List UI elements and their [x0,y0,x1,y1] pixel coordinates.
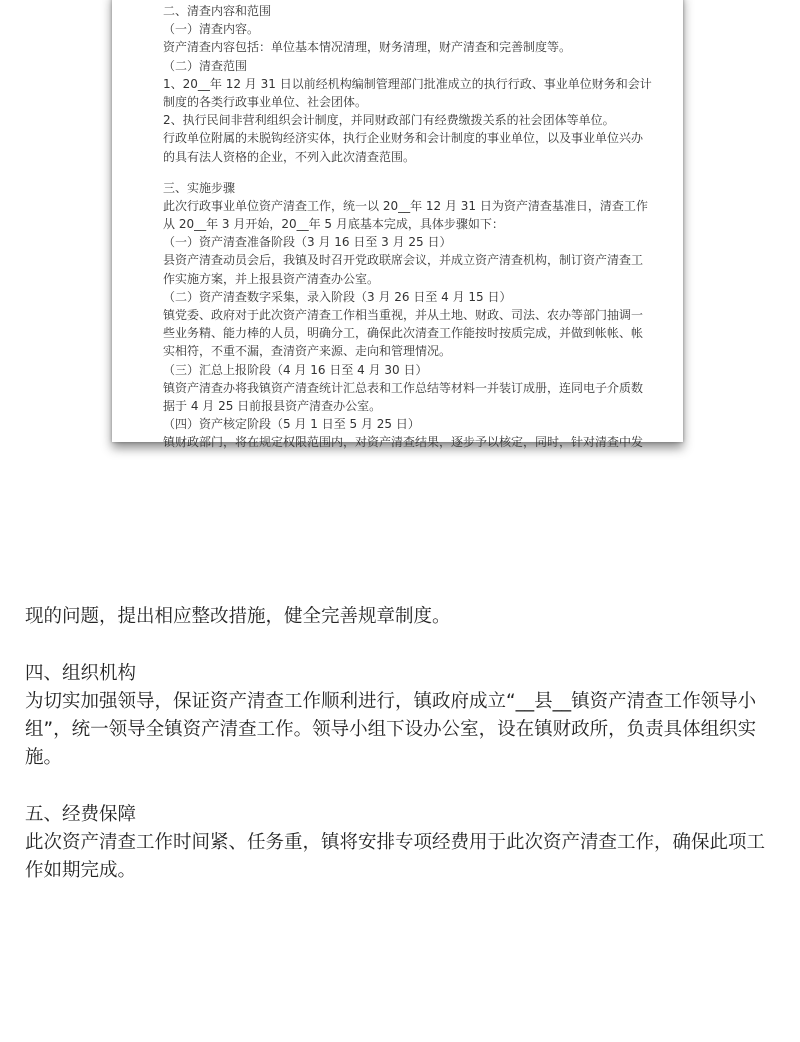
subheading: （一）资产清查准备阶段（3 月 16 日至 3 月 25 日） [163,235,452,250]
text-line: 的具有法人资格的企业，不列入此次清查范围。 [163,149,416,164]
heading-funding: 五、经费保障 [25,804,137,825]
text-line: 镇资产清查办将我镇资产清查统计汇总表和工作总结等材料一并装订成册，连同电子介质数 [163,380,644,395]
document-body-text [25,603,765,885]
subheading: （二）清查范围 [163,58,248,73]
text-line: 据于 4 月 25 日前报县资产清查办公室。 [163,398,382,413]
subheading: （四）资产核定阶段（5 月 1 日至 5 月 25 日） [163,417,420,432]
text-line: 1、20__年 12 月 31 日以前经机构编制管理部门批准成立的执行行政、事业单位财务和会计 [163,76,652,91]
text-line: 县资产清查动员会后，我镇及时召开党政联席会议，并成立资产清查机构，制订资产清查工 [163,253,644,268]
heading-organization: 四、组织机构 [25,663,137,684]
subheading: （三）汇总上报阶段（4 月 16 日至 4 月 30 日） [163,362,428,377]
text-line: 镇财政部门，将在规定权限范围内，对资产清查结果，逐步予以核定，同时，针对清查中发 [163,435,644,450]
text-line: 作实施方案，并上报县资产清查办公室。 [163,271,380,286]
text-line: 实相符，不重不漏，查清资产来源、走向和管理情况。 [163,344,452,359]
text-line: 施。 [25,747,63,768]
heading-steps: 三、实施步骤 [163,180,236,195]
subheading: （二）资产清查数字采集，录入阶段（3 月 26 日至 4 月 15 日） [163,289,512,304]
text-line: 现的问题，提出相应整改措施，健全完善规章制度。 [25,606,451,627]
blank-line [163,166,652,179]
subheading: （一）清查内容。 [163,22,260,37]
text-line: 2、执行民间非营利组织会计制度，并同财政部门有经费缴拨关系的社会团体等单位。 [163,113,615,128]
text-line: 此次行政事业单位资产清查工作，统一以 20__年 12 月 31 日为资产清查基准日，清查工作 [163,198,648,213]
text-line: 组”，统一领导全镇资产清查工作。领导小组下设办公室，设在镇财政所，负责具体组织实 [25,719,757,740]
blank-line [25,631,765,660]
document-page-preview [112,0,683,450]
text-line: 制度的各类行政事业单位、社会团体。 [163,94,368,109]
text-line: 作如期完成。 [25,860,137,881]
text-line: 镇党委、政府对于此次资产清查工作相当重视，并从土地、财政、司法、农办等部门抽调一 [163,308,644,322]
text-line: 资产清查内容包括：单位基本情况清理，财务清理，财产清查和完善制度等。 [163,40,572,55]
text-line: 些业务精、能力棒的人员，明确分工，确保此次清查工作能按时按质完成，并做到帐帐、帐 [163,326,644,341]
text-line: 此次资产清查工作时间紧、任务重，镇将安排专项经费用于此次资产清查工作，确保此项工 [25,832,766,853]
text-line: 行政单位附属的未脱钩经济实体，执行企业财务和会计制度的事业单位，以及事业单位兴办 [163,131,644,146]
text-line: 为切实加强领导，保证资产清查工作顺利进行，镇政府成立“__县__镇资产清查工作领导小 [25,691,757,712]
heading-scope: 二、清查内容和范围 [163,4,272,18]
preview-text [163,2,652,452]
blank-line [25,772,765,801]
text-line: 从 20__年 3 月开始，20__年 5 月底基本完成，具体步骤如下： [163,217,504,232]
